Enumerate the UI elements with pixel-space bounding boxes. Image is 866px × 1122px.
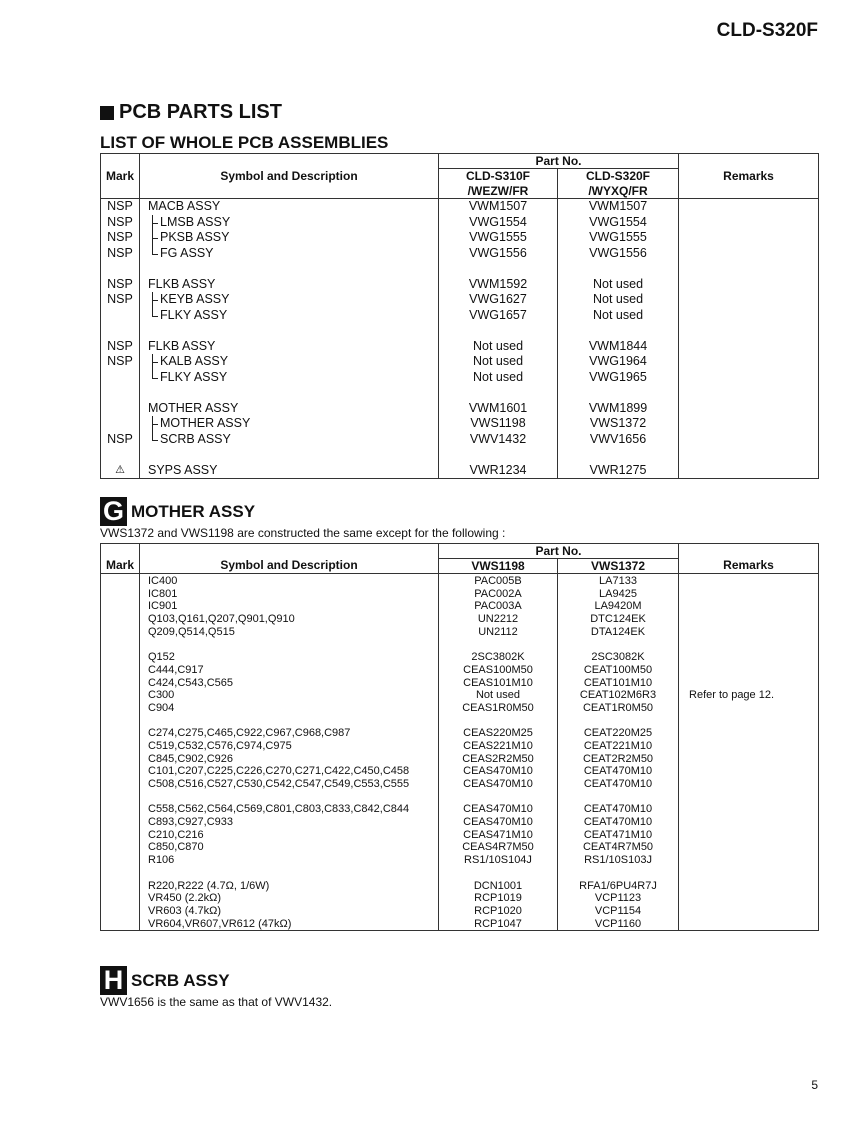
component-symbol-cell: IC400 [148,575,178,587]
assembly-name-text: KALB ASSY [160,354,229,368]
remarks-cell [689,613,818,626]
assembly-name-cell [148,215,438,231]
remarks-cell [689,803,818,816]
assembly-name-cell [148,463,438,479]
assembly-name-text: FG ASSY [160,245,214,260]
part-no-cell: CEAS221M10 [463,739,533,752]
component-symbol-cell [148,867,438,880]
part-no-cell: DCN1001 [473,879,523,892]
part-no-cell: VWR1275 [589,462,647,477]
assembly-name-cell [148,339,438,355]
part-no-cell: UN2112 [478,625,518,638]
part-no-cell [439,261,557,277]
part-no-cell: CEAT221M10 [583,739,653,752]
part2-col1-column [439,574,558,931]
part-no-cell: VWG1556 [469,245,527,260]
assembly-name-cell [148,308,438,324]
header-part-no: Part No. [439,154,679,169]
section-h-note: VWV1656 is the same as that of VWV1432. [100,995,333,1009]
component-symbol-cell: C904 [148,701,175,714]
part-no-cell: VCP1160 [594,917,642,930]
part-no-cell: CEAS1R0M50 [462,701,534,714]
remarks-cell: Refer to page 12. [689,689,775,702]
component-symbol-cell: C519,C532,C576,C974,C975 [148,739,292,752]
part-no-cell: CEAS4R7M50 [462,841,534,854]
component-symbol-cell: C274,C275,C465,C922,C967,C968,C987 [148,727,351,740]
part-no-cell: VWG1556 [589,245,647,260]
assembly-name-text: MOTHER ASSY [160,416,251,430]
assembly-name-cell [148,292,438,308]
remarks-cell [689,702,818,715]
mark-cell [101,261,139,277]
header2-mark: Mark [101,544,140,574]
section-h-title: SCRB ASSY [131,970,230,990]
assembly-name-cell [148,401,438,417]
mark-cell [101,370,139,386]
part-no-cell [439,715,557,728]
part-no-cell: PAC002A [474,587,522,600]
header2-part-no: Part No. [439,544,679,559]
part-no-cell [558,447,678,463]
assembly-name-text: FLKY ASSY [160,369,228,384]
mark-cell [101,447,139,463]
header-col1-line1: CLD-S310F [439,169,558,184]
part-no-cell: VWG1965 [589,369,647,384]
part-no-cell: CEAT101M10 [583,676,653,689]
remarks-cell [689,626,818,639]
part-no-cell: Not used [472,354,524,368]
part-no-cell: CEAS220M25 [463,727,533,740]
remarks-cell [689,867,818,880]
assembly-name-text: KEYB ASSY [160,292,230,306]
part-no-cell: CEAS2R2M50 [462,752,534,765]
part-no-cell: VWS1372 [589,416,647,430]
tree-connector-icon [148,292,160,308]
part-no-cell: CEAT1R0M50 [582,701,654,714]
part-no-cell: VWG1555 [469,230,527,244]
assembly-name-cell [148,432,438,448]
tree-connector-icon [148,308,160,324]
remarks-cell [689,588,818,601]
assembly-name-cell [148,416,438,432]
remarks-cell [689,651,818,664]
model-number: CLD-S320F [716,20,818,41]
remarks-cell [689,575,818,588]
mark-cell: NSP [107,199,133,213]
part-no-cell: Not used [472,338,524,353]
component-symbol-cell: C845,C902,C926 [148,752,234,765]
list-title: LIST OF WHOLE PCB ASSEMBLIES [100,133,389,152]
component-symbol-cell: VR604,VR607,VR612 (47kΩ) [148,917,292,930]
part-no-cell: 2SC3802K [471,651,525,664]
tree-connector-icon [148,354,160,370]
part-no-cell: VCP1154 [594,904,642,917]
part-no-cell: VWG1657 [469,307,527,322]
part-no-cell: CEAS470M10 [463,816,533,829]
part-no-cell [439,323,557,339]
component-symbol-cell [148,638,438,651]
remarks-cell [689,918,818,931]
remarks-cell [689,791,818,804]
remarks-cell [689,740,818,753]
assembly-name-text: FLKB ASSY [148,276,216,291]
remarks-cell [689,677,818,690]
mark-cell [101,401,139,417]
section-g-letter: G [100,497,127,526]
part-no-cell [558,867,678,880]
component-symbol-cell: C558,C562,C564,C569,C801,C803,C833,C842,C844 [148,803,410,816]
part-no-cell: RFA1/6PU4R7J [579,879,657,892]
part-no-cell: VWV1656 [589,431,647,446]
part-no-cell: VWV1432 [469,431,527,446]
assembly-name-text: SYPS ASSY [148,462,218,477]
mark-cell: NSP [107,214,133,229]
part-no-cell: Not used [592,307,644,322]
part-no-cell: RCP1020 [474,904,522,917]
component-symbol-cell [148,715,438,728]
assembly-name-cell [148,323,438,339]
remarks-cell [689,600,818,613]
part-no-cell: CEAT470M10 [583,816,653,829]
assembly-name-cell [148,230,438,246]
assembly-name-cell [148,447,438,463]
tree-connector-icon [148,416,160,432]
page-title-text: PCB PARTS LIST [119,101,282,123]
mother-assy-table [100,543,819,931]
part-no-cell: VWG1554 [589,214,647,229]
header-symbol: Symbol and Description [140,154,439,199]
component-symbol-cell: R220,R222 (4.7Ω, 1/6W) [148,879,270,892]
part-no-cell: VWM1507 [588,199,648,213]
remarks2-column [679,574,819,931]
part-no-cell: PAC005B [474,575,522,587]
assembly-name-cell [148,354,438,370]
part-no-cell [439,867,557,880]
part-no-cell [558,385,678,401]
component-symbol-cell: IC801 [148,587,178,600]
tree-connector-icon [148,230,160,246]
section-g-title: MOTHER ASSY [131,501,256,521]
remarks-cell [689,664,818,677]
mark-cell [101,308,139,324]
assembly-name-cell [148,199,438,215]
component-symbol-cell: R106 [148,854,175,867]
part2-col2-column [558,574,679,931]
part-no-cell: CEAT470M10 [583,803,653,816]
component-symbol-cell: C424,C543,C565 [148,676,234,689]
part-no-cell: VWS1198 [470,416,526,430]
part-no-cell: VWG1627 [469,292,527,306]
part-no-cell: VWM1507 [468,199,528,213]
assembly-name-cell [148,246,438,262]
mark-cell: NSP [107,245,133,260]
remarks-cell [689,905,818,918]
page-number: 5 [811,1078,818,1092]
mark-column [101,199,140,479]
square-bullet-icon [100,106,114,120]
assembly-name-cell [148,277,438,293]
part-no-cell: VWG1554 [469,214,527,229]
part-no-cell: Not used [475,689,521,702]
component-symbol-cell: C210,C216 [148,828,204,841]
remarks-cell [689,892,818,905]
remarks-cell [689,880,818,893]
part-no-cell: Not used [592,292,644,306]
remarks-cell [689,715,818,728]
part-no-cell: CEAT470M10 [583,778,653,790]
section-h-heading [100,966,230,995]
part-no-cell [439,447,557,463]
part-no-cell: CEAS101M10 [463,676,533,689]
header-mark: Mark [101,154,140,199]
assembly-name-text: FLKY ASSY [160,307,228,322]
part-no-cell [558,323,678,339]
remarks-cell [689,829,818,842]
part-no-cell: CEAT100M50 [583,663,653,676]
part-no-cell: PAC003A [474,600,522,613]
component-symbol-cell: C300 [148,689,175,702]
header2-symbol: Symbol and Description [140,544,439,574]
part-no-cell [439,638,557,651]
component-symbol-cell: Q103,Q161,Q207,Q901,Q910 [148,613,295,626]
part-no-cell: VWM1601 [468,400,528,415]
mark-cell: NSP [107,431,133,446]
tree-connector-icon [148,215,160,231]
assembly-name-text: LMSB ASSY [160,214,231,229]
part-no-cell: RCP1019 [474,892,522,905]
part-no-cell: VWM1844 [588,338,648,353]
assembly-name-text: FLKB ASSY [148,338,216,353]
symbol2-column [140,574,439,931]
assembly-name-text: SCRB ASSY [160,431,231,446]
part-no-cell: UN2212 [477,613,519,626]
part-no-cell: DTC124EK [590,613,646,626]
part-no-cell [439,791,557,804]
part-no-cell: CEAS470M10 [463,803,533,816]
tree-connector-icon [148,370,160,386]
remarks-cell [689,778,818,791]
part-no-cell: VWG1555 [589,230,647,244]
part-no-cell [558,638,678,651]
part-no-cell: RCP1047 [474,917,522,930]
tree-connector-icon [148,432,160,448]
caution-icon: ⚠ [115,463,125,476]
part-no-cell: CEAT4R7M50 [582,841,654,854]
section-g-heading [100,497,255,526]
part-no-cell: CEAS470M10 [463,765,533,778]
mark2-column [101,574,140,931]
mark-cell: NSP [107,292,133,306]
remarks-cell [689,753,818,766]
mark-cell: NSP [107,230,133,244]
whole-pcb-assemblies-table [100,153,819,479]
header2-remarks: Remarks [679,544,819,574]
component-symbol-cell: Q152 [148,651,175,664]
remarks-cell [689,816,818,829]
component-symbol-cell: Q209,Q514,Q515 [148,625,235,638]
header2-col2: VWS1372 [558,559,679,574]
part-no-cell: LA9425 [599,587,637,600]
component-symbol-cell: VR603 (4.7kΩ) [148,904,222,917]
remarks-cell [689,854,818,867]
part-no-cell: LA7133 [599,575,637,587]
symbol-column [140,199,439,479]
assembly-name-text: MOTHER ASSY [148,400,239,415]
header-col2-line1: CLD-S320F [558,169,679,184]
remarks-cell [689,727,818,740]
part-no-cell: VWR1234 [469,462,527,477]
component-symbol-cell: C893,C927,C933 [148,816,234,829]
part-no-cell: CEAS471M10 [463,828,533,841]
part-no-cell: Not used [592,276,644,291]
mark-cell: NSP [107,276,133,291]
part-no-cell: VCP1123 [594,892,642,905]
page-title [100,101,282,124]
tree-connector-icon [148,246,160,262]
assembly-name-cell [148,370,438,386]
part-col1-column [439,199,558,479]
component-symbol-cell: C508,C516,C527,C530,C542,C547,C549,C553,C555 [148,778,410,790]
part-no-cell [439,385,557,401]
part-no-cell: CEAT102M6R3 [579,689,657,702]
part-no-cell: CEAS100M50 [463,663,533,676]
component-symbol-cell: IC901 [148,600,178,613]
component-symbol-cell: C444,C917 [148,663,204,676]
part-no-cell [558,715,678,728]
part-no-cell: CEAT470M10 [583,765,653,778]
assembly-name-cell [148,261,438,277]
assembly-name-text: MACB ASSY [148,199,221,213]
part-no-cell: 2SC3082K [591,651,645,664]
component-symbol-cell [148,791,438,804]
mark-cell [101,416,139,432]
part-no-cell: VWM1592 [468,276,528,291]
remarks-cell [689,841,818,854]
remarks-cell [689,638,818,651]
part-no-cell: VWM1899 [588,400,648,415]
remarks-cell [689,765,818,778]
part-no-cell: DTA124EK [590,625,646,638]
part-no-cell: CEAT471M10 [583,828,653,841]
header-col2-line2: /WYXQ/FR [558,184,679,199]
header-remarks: Remarks [679,154,819,199]
section-h-letter: H [100,966,127,995]
part-no-cell: LA9420M [594,600,642,613]
remarks-column [679,199,819,479]
part-no-cell: Not used [472,369,524,384]
part-no-cell [558,791,678,804]
section-g-note: VWS1372 and VWS1198 are constructed the same except for the following : [100,526,506,540]
mark-cell: NSP [107,354,133,368]
assembly-name-text: PKSB ASSY [160,230,230,244]
component-symbol-cell: C850,C870 [148,841,204,854]
part-no-cell: CEAS470M10 [463,778,533,790]
mark-cell: NSP [107,338,133,353]
assembly-name-cell [148,385,438,401]
part-no-cell [558,261,678,277]
mark-cell [101,385,139,401]
header-col1-line2: /WEZW/FR [439,184,558,199]
component-symbol-cell: C101,C207,C225,C226,C270,C271,C422,C450,C458 [148,765,410,778]
part-no-cell: CEAT2R2M50 [582,752,654,765]
part-no-cell: CEAT220M25 [583,727,653,740]
mark-cell [101,323,139,339]
part-no-cell: RS1/10S104J [464,854,532,867]
part-no-cell: VWG1964 [589,354,647,368]
header2-col1: VWS1198 [439,559,558,574]
part-col2-column [558,199,679,479]
part-no-cell: RS1/10S103J [584,854,652,867]
component-symbol-cell: VR450 (2.2kΩ) [148,892,222,905]
